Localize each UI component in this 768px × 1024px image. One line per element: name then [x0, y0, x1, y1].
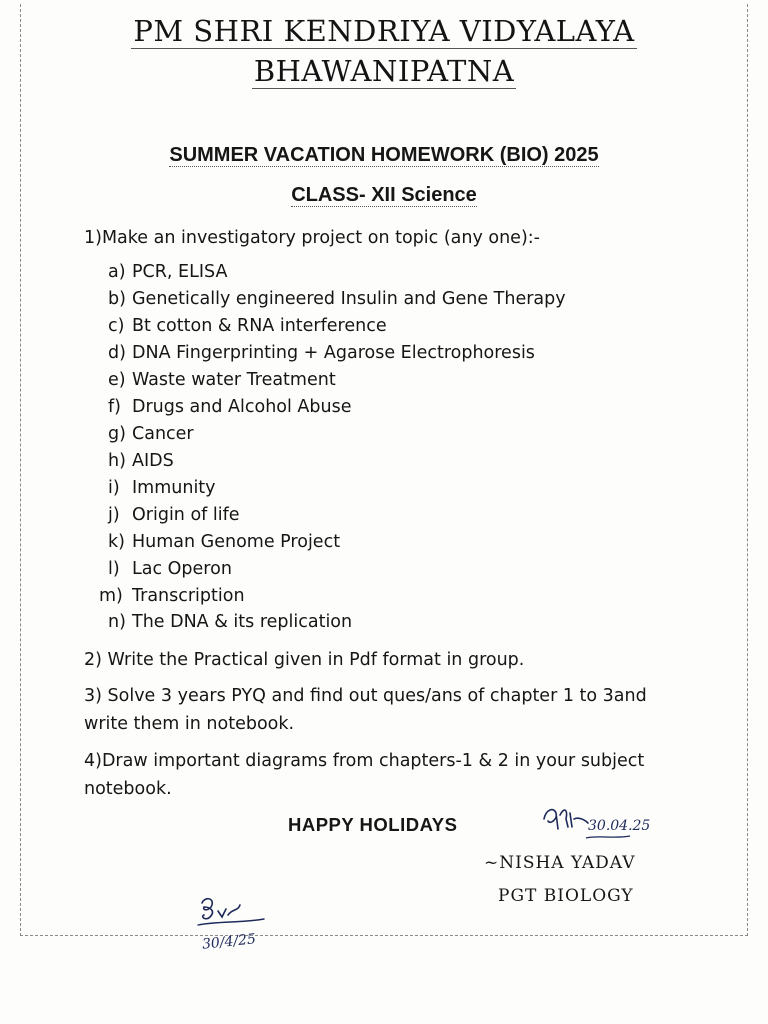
list-item-text: Waste water Treatment — [132, 370, 336, 390]
list-item-text: Bt cotton & RNA interference — [132, 316, 387, 336]
list-item-text: Origin of life — [132, 505, 240, 525]
task-3-instruction-line-1: 3) Solve 3 years PYQ and find out ques/ans of chapter 1 to 3and — [84, 686, 647, 706]
list-item-marker: k) — [108, 532, 125, 552]
teacher-designation: PGT BIOLOGY — [498, 886, 634, 906]
list-item — [108, 343, 535, 363]
list-item-text: Lac Operon — [132, 559, 232, 579]
task-3-instruction-line-2: write them in notebook. — [84, 714, 295, 734]
task-4-instruction-line-1: 4)Draw important diagrams from chapters-1 & 2 in your subject — [84, 751, 645, 771]
teacher-signature — [540, 805, 590, 837]
list-item-text: DNA Fingerprinting + Agarose Electrophoresis — [132, 343, 535, 363]
principal-signature — [196, 895, 266, 929]
list-item — [108, 532, 340, 552]
list-item-text: PCR, ELISA — [132, 262, 228, 282]
class-label: CLASS- XII Science — [291, 184, 477, 206]
school-name-line-2: BHAWANIPATNA — [253, 54, 515, 88]
task-1-instruction: 1)Make an investigatory project on topic (any one):- — [84, 228, 540, 248]
principal-signature-date: 30/4/25 — [201, 931, 257, 953]
task-2-instruction: 2) Write the Practical given in Pdf format in group. — [84, 650, 525, 670]
list-item-marker: j) — [108, 505, 120, 525]
list-item — [108, 316, 387, 336]
list-item-text: Transcription — [132, 586, 245, 606]
list-item-marker: m) — [99, 586, 123, 606]
teacher-signature-underline — [584, 834, 632, 840]
list-item — [108, 559, 232, 579]
list-item — [108, 397, 351, 417]
list-item — [108, 262, 227, 282]
list-item-text: Genetically engineered Insulin and Gene Therapy — [132, 289, 566, 309]
list-item-text: The DNA & its replication — [132, 612, 353, 632]
list-item-marker: g) — [108, 424, 126, 444]
list-item-marker: d) — [108, 343, 126, 363]
list-item — [108, 612, 352, 632]
list-item-text: Drugs and Alcohol Abuse — [132, 397, 352, 417]
list-item — [108, 505, 240, 525]
list-item — [99, 586, 245, 606]
list-item-text: Human Genome Project — [132, 532, 341, 552]
happy-holidays-greeting: HAPPY HOLIDAYS — [288, 814, 458, 835]
list-item-text: Immunity — [132, 478, 216, 498]
list-item — [108, 370, 336, 390]
list-item-marker: a) — [108, 262, 126, 282]
list-item-marker: f) — [108, 397, 121, 417]
list-item — [108, 451, 174, 471]
school-name-line-1: PM SHRI KENDRIYA VIDYALAYA — [133, 14, 635, 48]
list-item-marker: i) — [108, 478, 120, 498]
list-item-marker: e) — [108, 370, 126, 390]
teacher-name: ~NISHA YADAV — [484, 853, 636, 873]
list-item-marker: h) — [108, 451, 126, 471]
list-item-marker: l) — [108, 559, 120, 579]
teacher-signature-date: 30.04.25 — [588, 818, 651, 834]
list-item — [108, 478, 216, 498]
list-item — [108, 424, 194, 444]
list-item-marker: b) — [108, 289, 126, 309]
task-4-instruction-line-2: notebook. — [84, 779, 172, 799]
list-item-marker: n) — [108, 612, 126, 632]
list-item-marker: c) — [108, 316, 125, 336]
list-item — [108, 289, 566, 309]
list-item-text: AIDS — [132, 451, 174, 471]
list-item-text: Cancer — [132, 424, 194, 444]
homework-title: SUMMER VACATION HOMEWORK (BIO) 2025 — [169, 144, 599, 166]
